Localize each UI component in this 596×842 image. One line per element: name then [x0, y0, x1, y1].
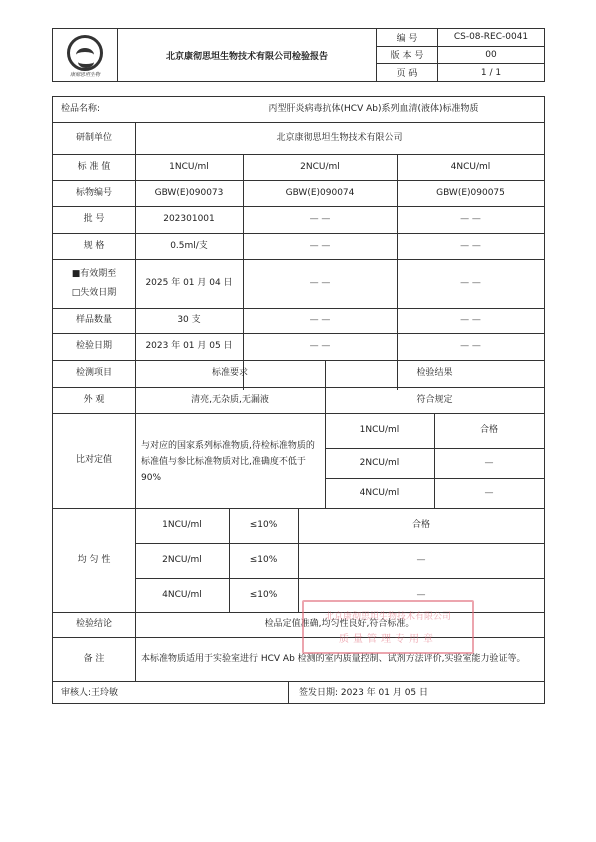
validity-label	[53, 259, 135, 308]
logo-cell	[53, 29, 118, 82]
validity-cell: 2025 年 01 月 04 日	[145, 278, 233, 289]
quality-seal-stamp	[302, 600, 474, 654]
standard-value-cell: 2NCU/ml	[300, 161, 340, 172]
meta-value: 00	[438, 46, 545, 64]
items-header-req: 标准要求	[211, 368, 248, 379]
sample-qty-label: 样品数量	[75, 315, 112, 326]
uniformity-level: 2NCU/ml	[162, 555, 202, 566]
spec-label: 规 格	[83, 240, 105, 251]
remarks-value: 本标准物质适用于实验室进行 HCV Ab 检测的室内质量控制、试剂方法评价,实验室能力验证等。	[141, 653, 526, 664]
expiry-date-checkbox: □失效日期	[71, 287, 117, 298]
report-title: 北京康彻思坦生物技术有限公司检验报告	[118, 29, 377, 82]
valid-until-checkbox: ■有效期至	[71, 268, 117, 279]
product-label: 检品名称:	[61, 104, 101, 115]
appearance-req: 清亮,无杂质,无漏液	[191, 394, 269, 405]
standard-value-cell: 1NCU/ml	[169, 161, 209, 172]
valuation-label: 比对定值	[75, 455, 112, 466]
uniformity-req: ≤10%	[249, 520, 278, 531]
issue-date: 签发日期: 2023 年 01 月 05 日	[299, 687, 429, 698]
validity-cell: — —	[460, 278, 481, 289]
batch-cell: — —	[460, 214, 481, 225]
batch-label: 批 号	[83, 214, 105, 225]
meta-value: CS-08-REC-0041	[438, 29, 545, 47]
spec-cell: 0.5ml/支	[170, 240, 208, 251]
valuation-result: —	[484, 487, 494, 498]
sample-qty-cell: — —	[309, 315, 331, 326]
sample-qty-cell: 30 支	[177, 315, 201, 326]
remarks-label: 备 注	[83, 653, 105, 664]
uniformity-result: —	[416, 589, 426, 600]
material-no-label: 标物编号	[75, 187, 112, 198]
uniformity-req: ≤10%	[249, 589, 278, 600]
spec-cell: — —	[309, 240, 331, 251]
stamp-line1: 北京康彻思坦生物技术有限公司	[324, 612, 451, 622]
standard-value-cell: 4NCU/ml	[450, 161, 491, 172]
conclusion-value: 检品定值准确,均匀性良好,符合标准。	[264, 619, 415, 630]
spec-cell: — —	[460, 240, 481, 251]
uniformity-result: 合格	[411, 520, 430, 531]
test-date-label: 检验日期	[75, 341, 112, 352]
uniformity-result: —	[416, 555, 426, 566]
appearance-result: 符合规定	[416, 394, 453, 405]
meta-label: 页 码	[377, 64, 438, 82]
material-no-cell: GBW(E)090073	[154, 187, 224, 198]
meta-label: 版 本 号	[377, 46, 438, 64]
uniformity-level: 1NCU/ml	[162, 520, 202, 531]
appearance-label: 外 观	[83, 394, 105, 405]
reviewer: 审核人:王玲敏	[61, 687, 119, 698]
meta-value: 1 / 1	[438, 64, 545, 82]
valuation-level: 1NCU/ml	[359, 425, 400, 436]
batch-cell: — —	[309, 214, 331, 225]
developer-value: 北京康彻思坦生物技术有限公司	[276, 132, 403, 143]
uniformity-level: 4NCU/ml	[162, 589, 202, 600]
material-no-cell: GBW(E)090075	[436, 187, 505, 198]
report-header	[52, 28, 545, 82]
conclusion-label: 检验结论	[75, 619, 112, 630]
items-header-item: 检测项目	[75, 368, 112, 379]
standard-value-label: 标 准 值	[77, 161, 111, 172]
meta-label: 编 号	[377, 29, 438, 47]
valuation-result: 合格	[479, 425, 498, 436]
sample-qty-cell: — —	[460, 315, 481, 326]
validity-cell: — —	[309, 278, 331, 289]
items-header-result: 检验结果	[416, 368, 453, 379]
uniformity-req: ≤10%	[249, 555, 278, 566]
developer-label: 研制单位	[75, 132, 112, 143]
valuation-level: 2NCU/ml	[359, 457, 400, 468]
logo-text: 康彻思坦生物	[69, 71, 100, 78]
product-name: 丙型肝炎病毒抗体(HCV Ab)系列血清(液体)标准物质	[268, 104, 479, 115]
test-date-cell: — —	[309, 341, 331, 352]
valuation-result: —	[484, 457, 494, 468]
test-date-cell: — —	[460, 341, 481, 352]
test-date-cell: 2023 年 01 月 05 日	[145, 341, 233, 352]
valuation-req: 与对应的国家系列标准物质,待检标准物质的标准值与参比标准物质对比,准确度不低于 90%	[141, 440, 315, 484]
valuation-level: 4NCU/ml	[359, 487, 400, 498]
batch-cell: 202301001	[163, 214, 215, 225]
uniformity-label: 均 匀 性	[77, 554, 111, 565]
company-logo-icon	[67, 35, 103, 71]
stamp-line2: 质量管理专用章	[339, 634, 437, 645]
material-no-cell: GBW(E)090074	[285, 187, 355, 198]
